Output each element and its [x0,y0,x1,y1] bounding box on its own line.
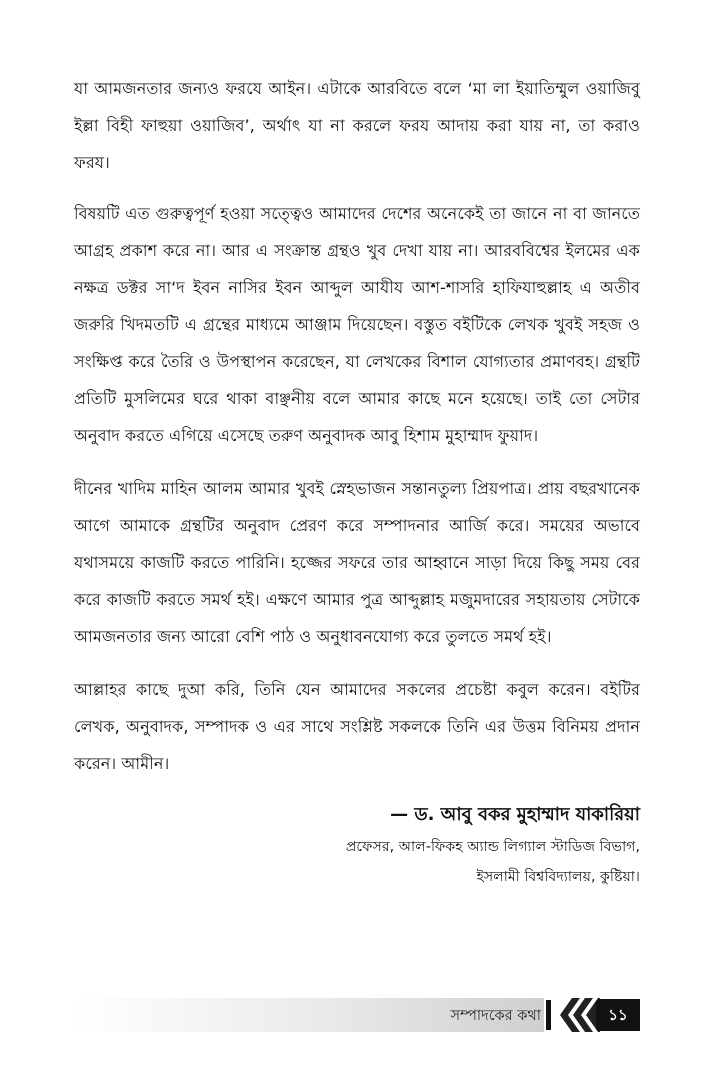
chevron-left-icon [558,996,600,1034]
footer-divider [546,1000,551,1030]
page-number: ১১ [608,1006,628,1024]
signature-title-line-1: প্রফেসর, আল-ফিকহ অ্যান্ড লিগ্যাল স্টাডিজ বিভাগ, [345,839,640,855]
signature-title-line-2: ইসলামী বিশ্ববিদ্যালয়, কুষ্টিয়া। [476,869,640,885]
signature-block [74,798,640,892]
footer-section-title: সম্পাদকের কথা [450,1008,541,1024]
paragraph-intro: যা আমজনতার জন্যও ফরযে আইন। এটাকে আরবিতে বলে ‘মা লা ইয়াতিম্মুল ওয়াজিবু ইল্লা বিহী ফাহুয়া ওয়াজিব’, অর্থাৎ যা না করলে ফরয আদায় করা যায় না, তা করাও ফরয। [74,79,640,172]
paragraph-importance: বিষয়টি এত গুরুত্বপূর্ণ হওয়া সত্ত্বেও আমাদের দেশের অনেকেই তা জানে না বা জানতে আগ্রহ প্রকাশ করে না। আর এ সংক্রান্ত গ্রন্থও খুব দেখা যায় না। আরববিশ্বের ইলমের এক নক্ষত্র ডক্টর সা‘দ ইবন নাসির ইবন আব্দুল আযীয আশ-শাসরি হাফিযাহুল্লাহ এ অতীব জরুরি খিদমতটি এ গ্রন্থের মাধ্যমে আঞ্জাম দিয়েছেন। বস্তুত বইটিকে লেখক খুবই সহজ ও সংক্ষিপ্ত করে তৈরি ও উপস্থাপন করেছেন, যা লেখকের বিশাল যোগ্যতার প্রমাণবহ। গ্রন্থটি প্রতিটি মুসলিমের ঘরে থাকা বাঞ্ছনীয় বলে আমার কাছে মনে হয়েছে। তাই তো সেটার অনুবাদ করতে এগিয়ে এসেছে তরুণ অনুবাদক আবু হিশাম মুহাম্মাদ ফুয়াদ। [74,204,640,445]
page-body [74,70,640,892]
paragraph-prayer: আল্লাহর কাছে দুআ করি, তিনি যেন আমাদের সকলের প্রচেষ্টা কবুল করেন। বইটির লেখক, অনুবাদক, সম্পাদক ও এর সাথে সংশ্লিষ্ট সকলকে তিনি এর উত্তম বিনিময় প্রদান করেন। আমীন। [74,680,640,773]
paragraph-editing: দীনের খাদিম মাহিন আলম আমার খুবই স্নেহভাজন সন্তানতুল্য প্রিয়পাত্র। প্রায় বছরখানেক আগে আমাকে গ্রন্থটির অনুবাদ প্রেরণ করে সম্পাদনার আর্জি করে। সময়ের অভাবে যথাসময়ে কাজটি করতে পারিনি। হজ্জের সফরে তার আহ্বানে সাড়া দিয়ে কিছু সময় বের করে কাজটি করতে সমর্থ হই। এক্ষণে আমার পুত্র আব্দুল্লাহ মজুমদারের সহায়তায় সেটাকে আমজনতার জন্য আরো বেশি পাঠ ও অনুধাবনযোগ্য করে তুলতে সমর্থ হই। [74,479,640,646]
signature-name: — ড. আবু বকর মুহাম্মাদ যাকারিয়া [390,804,640,825]
